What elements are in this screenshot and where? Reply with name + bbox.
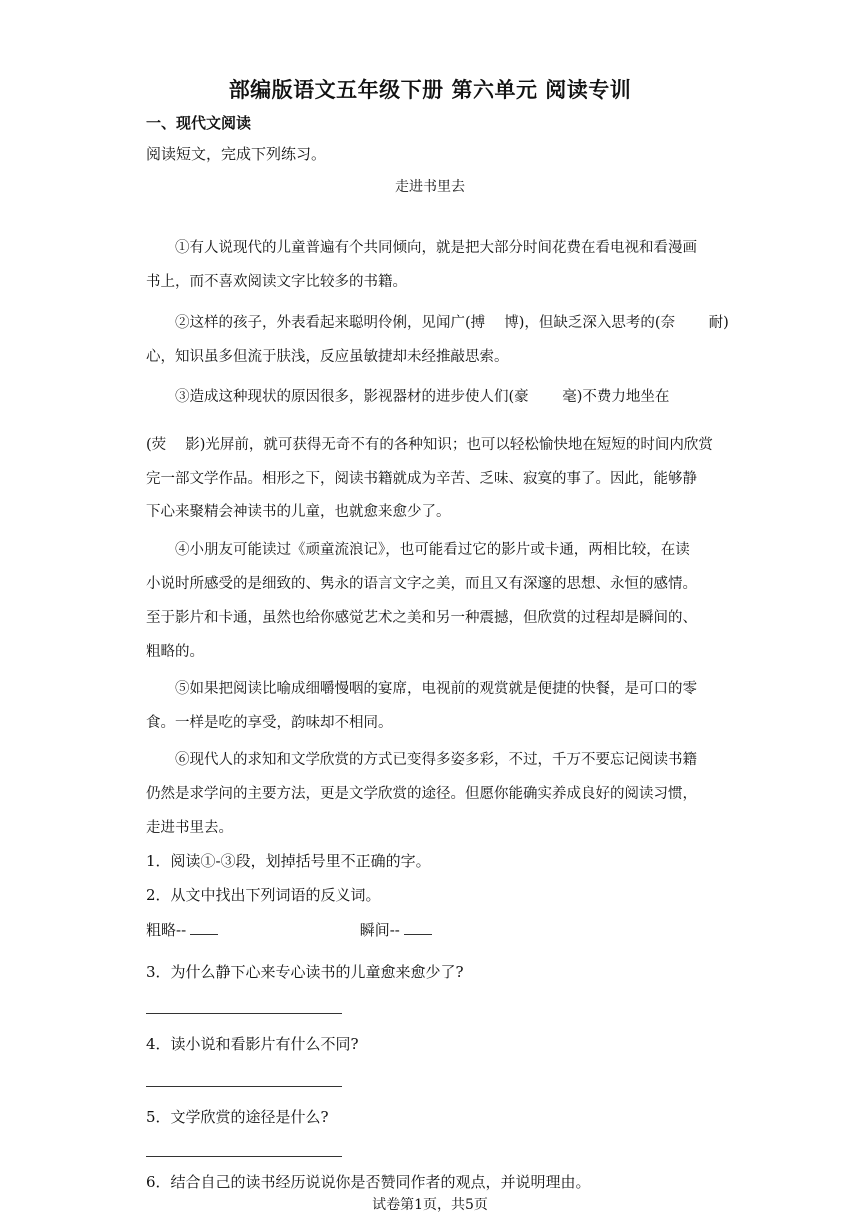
article-line: 下心来聚精会神读书的儿童，也就愈来愈少了。 <box>146 504 451 520</box>
article-line: 完一部文学作品。相形之下，阅读书籍就成为辛苦、乏味、寂寞的事了。因此，能够静 <box>146 471 697 487</box>
question-3: 3．为什么静下心来专心读书的儿童愈来愈少了? <box>146 963 464 981</box>
answer-blank-1[interactable] <box>190 920 218 935</box>
article-line: 仍然是求学问的主要方法，更是文学欣赏的途径。但愿你能确实养成良好的阅读习惯， <box>146 786 697 802</box>
page-title: 部编版语文五年级下册 第六单元 阅读专训 <box>228 78 632 102</box>
page-footer: 试卷第1页，共5页 <box>372 1197 488 1213</box>
answer-line-3[interactable] <box>146 1013 342 1014</box>
article-line: ⑤如果把阅读比喻成细嚼慢咽的宴席，电视前的观赏就是便捷的快餐，是可口的零 <box>175 681 697 697</box>
answer-line-4[interactable] <box>146 1086 342 1087</box>
question-2-items <box>146 919 432 940</box>
article-line: (荧 影)光屏前，就可获得无奇不有的各种知识；也可以轻松愉快地在短短的时间内欣赏 <box>146 437 713 453</box>
article-line: 小说时所感受的是细致的、隽永的语言文字之美，而且又有深邃的思想、永恒的感情。 <box>146 576 697 592</box>
article-line: 粗略的。 <box>146 644 204 660</box>
question-5: 5．文学欣赏的途径是什么? <box>146 1108 329 1126</box>
article-line: 书上，而不喜欢阅读文字比较多的书籍。 <box>146 274 407 290</box>
article-line: ④小朋友可能读过《顽童流浪记》，也可能看过它的影片或卡通，两相比较，在读 <box>175 542 690 558</box>
antonym-label-1: 粗略-- <box>146 921 187 939</box>
antonym-label-2: 瞬间-- <box>359 921 400 939</box>
answer-blank-2[interactable] <box>404 920 432 935</box>
article-line: 走进书里去。 <box>146 820 233 836</box>
article-line: 心，知识虽多但流于肤浅，反应虽敏捷却未经推敲思索。 <box>146 349 509 365</box>
article-title: 走进书里去 <box>395 179 465 195</box>
article-line: 食。一样是吃的享受，韵味却不相同。 <box>146 715 393 731</box>
article-line: ⑥现代人的求知和文学欣赏的方式已变得多姿多彩，不过，千万不要忘记阅读书籍 <box>175 752 697 768</box>
article-line: 至于影片和卡通，虽然也给你感觉艺术之美和另一种震撼，但欣赏的过程却是瞬间的、 <box>146 610 697 626</box>
instruction-text: 阅读短文，完成下列练习。 <box>146 145 327 163</box>
article-line: ①有人说现代的儿童普遍有个共同倾向，就是把大部分时间花费在看电视和看漫画 <box>175 240 697 256</box>
article-line: ②这样的孩子，外表看起来聪明伶俐，见闻广(搏 博)，但缺乏深入思考的(奈 耐) <box>175 315 729 331</box>
question-4: 4．读小说和看影片有什么不同? <box>146 1035 359 1053</box>
answer-line-5[interactable] <box>146 1156 342 1157</box>
question-2: 2．从文中找出下列词语的反义词。 <box>146 886 381 904</box>
article-line: ③造成这种现状的原因很多，影视器材的进步使人们(豪 毫)不费力地坐在 <box>175 389 670 405</box>
question-6: 6．结合自己的读书经历说说你是否赞同作者的观点，并说明理由。 <box>146 1173 591 1191</box>
section-heading: 一、现代文阅读 <box>146 114 252 132</box>
question-1: 1．阅读①-③段，划掉括号里不正确的字。 <box>146 852 431 870</box>
